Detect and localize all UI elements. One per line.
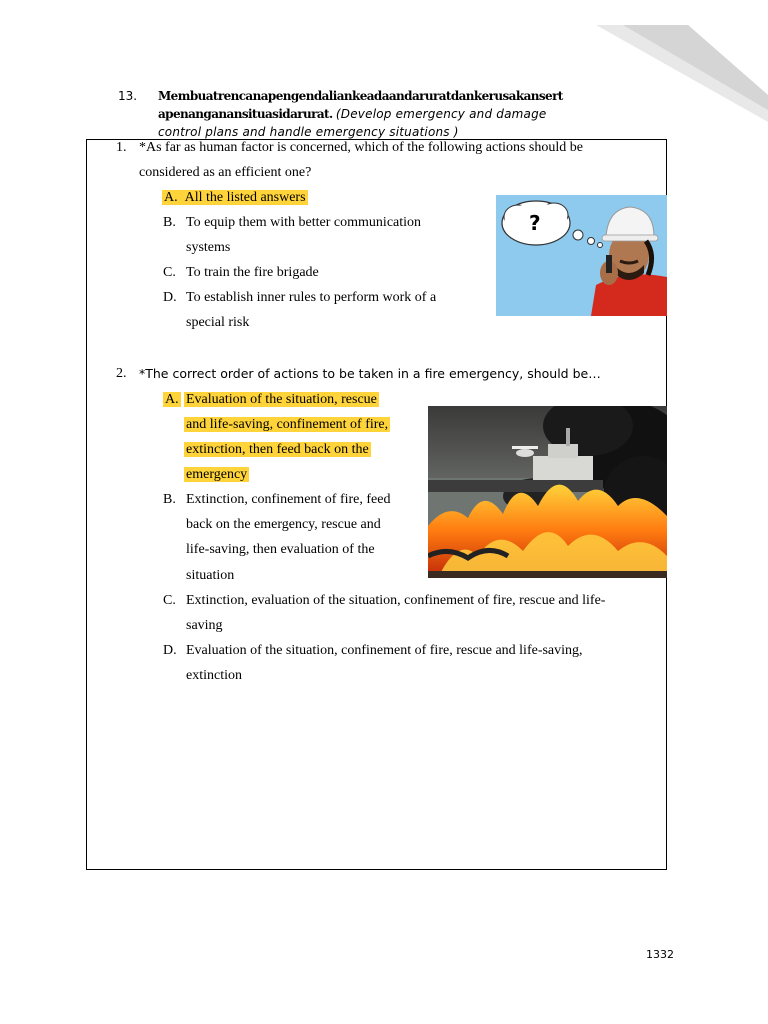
question1-text-line1: *As far as human factor is concerned, which of the following actions should be [139, 140, 583, 155]
q1-option-c-line1[interactable]: To train the fire brigade [186, 265, 319, 280]
question1-text-line2: considered as an efficient one? [139, 165, 312, 180]
q1-option-c-letter: C. [163, 265, 176, 280]
q2-option-b-letter: B. [163, 492, 176, 507]
q1-option-b-line1[interactable]: To equip them with better communication [186, 215, 422, 230]
q2-option-b-line3[interactable]: life-saving, then evaluation of the [186, 542, 375, 557]
q2-option-c-letter: C. [163, 593, 176, 608]
q2-option-a-letter: A. [165, 392, 179, 407]
q1-option-d-line1[interactable]: To establish inner rules to perform work of a [186, 290, 437, 305]
section-title-malay-line2: apenanganansituasidarurat. [158, 107, 333, 121]
question2-text-line1: *The correct order of actions to be taken in a fire emergency, should be… [139, 366, 601, 381]
q1-option-b-line2[interactable]: systems [186, 240, 231, 255]
section-title-malay-line1: Membuatrencanapengendaliankeadaandaruratdankerusakansert [158, 89, 563, 103]
ship-fire-image [428, 406, 667, 578]
q2-option-a-line3[interactable]: extinction, then feed back on the [186, 442, 369, 457]
q2-option-c-line2[interactable]: saving [186, 618, 223, 633]
q2-option-b-line2[interactable]: back on the emergency, rescue and [186, 517, 381, 532]
q1-option-d-line2[interactable]: special risk [186, 315, 250, 330]
q2-option-d-letter: D. [163, 643, 177, 658]
question1-number: 1. [116, 140, 127, 155]
page-number: 1332 [646, 948, 674, 961]
q2-option-d-line1[interactable]: Evaluation of the situation, confinement of fire, rescue and life-saving, [186, 643, 583, 658]
q2-option-a-line1[interactable]: Evaluation of the situation, rescue [186, 392, 377, 407]
q2-option-b-line1[interactable]: Extinction, confinement of fire, feed [186, 492, 391, 507]
q2-option-b-line4[interactable]: situation [186, 568, 235, 583]
question-mark-text: ? [529, 211, 541, 235]
q1-option-d-letter: D. [163, 290, 177, 305]
q2-option-a-line4[interactable]: emergency [186, 467, 248, 482]
q2-option-c-line1[interactable]: Extinction, evaluation of the situation, confinement of fire, rescue and life- [186, 593, 606, 608]
section-title-english-line2: control plans and handle emergency situations ) [158, 125, 459, 139]
q2-option-a-line2[interactable]: and life-saving, confinement of fire, [186, 417, 389, 432]
section-number: 13. [118, 89, 138, 103]
thinking-worker-image [496, 195, 667, 316]
question2-number: 2. [116, 366, 127, 381]
q2-option-d-line2[interactable]: extinction [186, 668, 242, 683]
q1-option-a[interactable]: A. All the listed answers [164, 190, 306, 205]
q1-option-b-letter: B. [163, 215, 176, 230]
section-title-english-line1: (Develop emergency and damage [335, 107, 547, 121]
